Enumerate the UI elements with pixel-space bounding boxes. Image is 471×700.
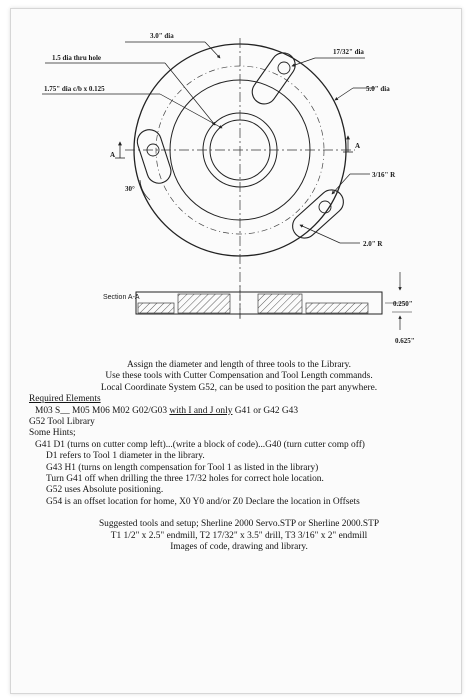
label-radius-small: 3/16" R	[372, 171, 396, 179]
section-view	[136, 286, 382, 322]
hint-6: G54 is an offset location for home, X0 Y0 and/or Z0 Declare the location in Offsets	[46, 496, 360, 507]
label-5in-dia: 5.0" dia	[366, 85, 390, 93]
slot-bottom	[288, 185, 349, 243]
label-counterbore: 1.75" dia c/b x 0.125	[44, 85, 105, 93]
label-slot-dia: 17/32" dia	[333, 48, 364, 56]
label-thickness-250: 0.250"	[393, 300, 413, 308]
hints-heading: Some Hints;	[29, 428, 76, 439]
intro-line-1: Assign the diameter and length of three tools to the Library.	[126, 360, 352, 370]
required-line-1: M03 S__ M05 M06 M02 G02/G03 with I and J only G41 or G42 G43	[35, 405, 299, 416]
hint-5: G52 uses Absolute positioning.	[46, 485, 164, 496]
required-heading: Required Elements	[29, 394, 101, 405]
label-thru-hole: 1.5 dia thru hole	[52, 54, 102, 62]
suggested-line-1: Suggested tools and setup; Sherline 2000 Servo.STP or Sherline 2000.STP	[98, 519, 380, 530]
slot-left	[134, 127, 174, 187]
label-3in-dia: 3.0" dia	[150, 32, 174, 40]
hint-2: D1 refers to Tool 1 diameter in the library.	[46, 451, 205, 462]
label-section-title: Section A-A	[103, 294, 140, 301]
suggested-line-3: Images of code, drawing and library.	[170, 542, 308, 553]
hint-4: Turn G41 off when drilling the three 17/32 holes for correct hole location.	[46, 474, 324, 485]
label-section-a-right: A	[355, 142, 361, 150]
intro-line-3: Local Coordinate System G52, can be used to position the part anywhere.	[100, 382, 378, 393]
label-section-a-left: A	[110, 151, 116, 159]
label-radius-2in: 2.0" R	[363, 240, 383, 248]
label-thickness-625: 0.625"	[395, 337, 415, 345]
suggested-line-2: T1 1/2" x 2.5" endmill, T2 17/32" x 3.5" drill, T3 3/16" x 2" endmill	[110, 530, 368, 541]
hint-1: G41 D1 (turns on cutter comp left)...(write a block of code)...G40 (turn cutter comp off)	[35, 439, 365, 450]
slot-top	[248, 48, 300, 108]
label-angle: 30°	[125, 185, 135, 193]
required-line-2: G52 Tool Library	[29, 417, 95, 428]
intro-line-2: Use these tools with Cutter Compensation and Tool Length commands.	[105, 371, 373, 382]
hint-3: G43 H1 (turns on length compensation for Tool 1 as listed in the library)	[46, 462, 319, 473]
instruction-text	[29, 360, 449, 554]
